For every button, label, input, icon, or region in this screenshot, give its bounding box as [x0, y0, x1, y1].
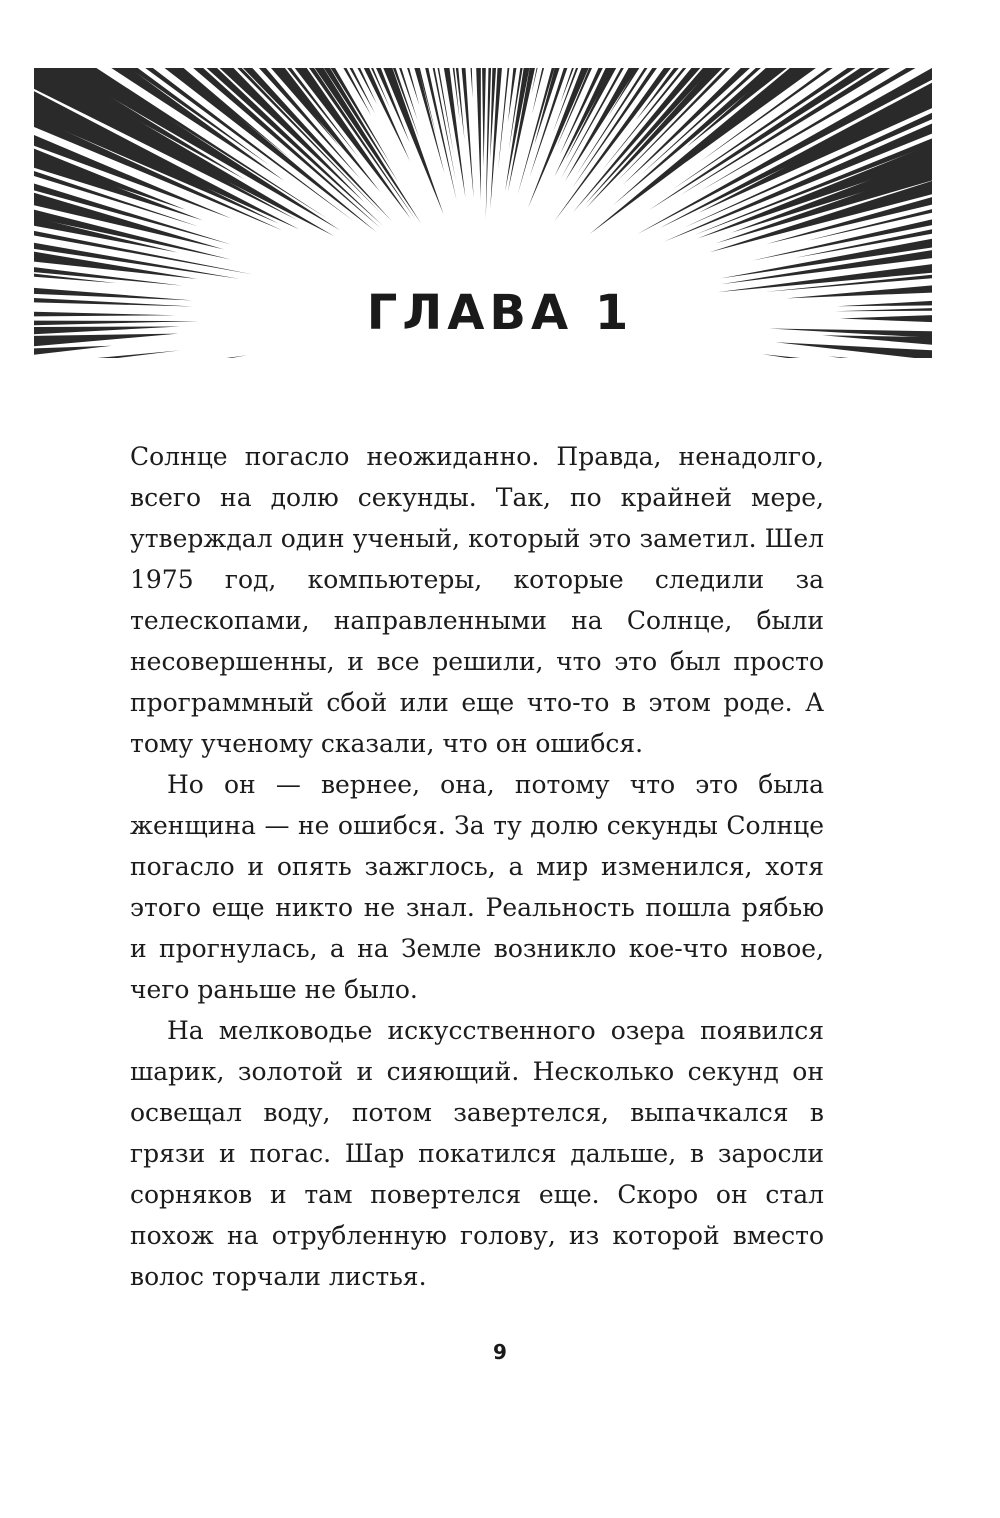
paragraph-1: Солнце погасло неожиданно. Правда, ненадолго, всего на долю секунды. Так, по крайней мере, утверждал один ученый, который это заметил. Шел 1975 год, компьютеры, которые следили за телескопами, направленными на Солнце, были несовершенны, и все решили, что это был просто программный сбой или еще что-то в этом роде. А тому ученому сказали, что он ошибся. — [130, 442, 824, 758]
chapter-title: ГЛАВА 1 — [366, 285, 634, 341]
paragraph-3: На мелководье искусственного озера появился шарик, золотой и сияющий. Несколько секунд он освещал воду, потом завертелся, выпачкался в грязи и погас. Шар покатился дальше, в заросли сорняков и там повертелся еще. Скоро он стал похож на отрубленную голову, из которой вместо волос торчали листья. — [130, 1016, 824, 1291]
chapter-text — [130, 436, 824, 1297]
speed-line — [776, 342, 932, 358]
speed-line — [34, 346, 112, 358]
speed-line — [34, 355, 247, 358]
page-number: 9 — [493, 1340, 507, 1364]
paragraph-2: Но он — вернее, она, потому что это была женщина — не ошибся. За ту долю секунды Солнце погасло и опять зажглось, а мир изменился, хотя этого еще никто не знал. Реальность пошла рябью и прогнулась, а на Земле возникло кое-что новое, чего раньше не было. — [130, 770, 824, 1004]
